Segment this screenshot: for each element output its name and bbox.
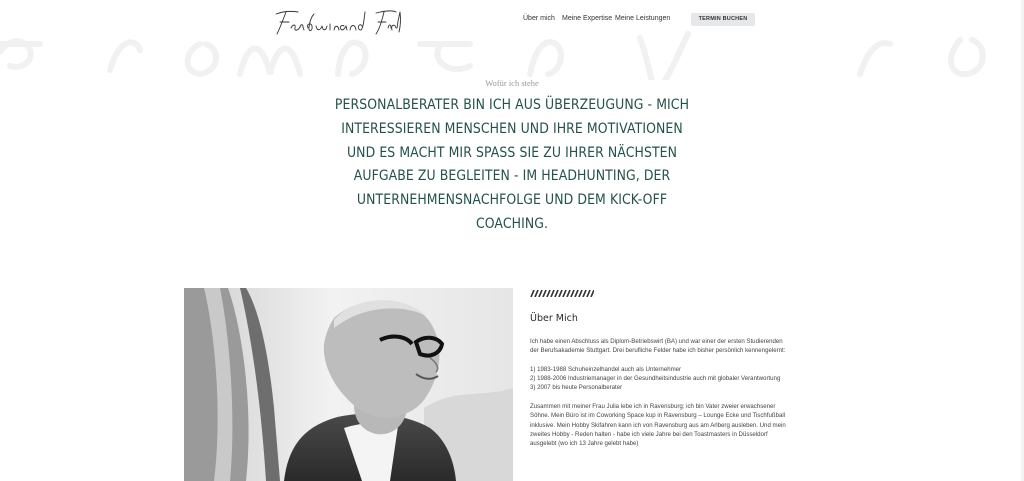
career-item: 3) 2007 bis heute Personalberater bbox=[530, 384, 623, 392]
career-item: 2) 1988-2006 Industriemanager in der Gesundheitsindustrie auch mit globaler Verantwortung bbox=[530, 375, 781, 383]
section-eyebrow: Wofür ich stehe bbox=[485, 78, 539, 88]
about-body bbox=[530, 337, 792, 458]
about-paragraph-intro: Ich habe einen Abschluss als Diplom-Betriebswirt (BA) und war einer der ersten Studierenden der Berufsakademie Stuttgart. Drei berufliche Felder habe ich bisher persönlich kennengelernt: bbox=[530, 338, 786, 355]
about-paragraph-personal: Zusammen mit meiner Frau Julia lebe ich in Ravensburg; ich bin Vater zweier erwachsener Söhne. Mein Büro ist im Coworking Space kup in Ravensburg – Lounge Ecke und Tischfußball inklusive. Mein Hobby Skifahren kann ich von Ravensburg aus am Arlberg ausleben. Und mein zweites Hobby - Reden halten - habe ich viele Jahre bei den Toastmasters in Düsseldorf ausgelebt (wo ich 13 Jahre gelebt habe) bbox=[530, 403, 786, 448]
career-item: 1) 1983-1988 Schuheinzelhandel auch als Unternehmer bbox=[530, 365, 682, 373]
nav-link-expertise[interactable]: Meine Expertise bbox=[562, 15, 613, 22]
nav-link-about[interactable]: Über mich bbox=[523, 15, 555, 22]
about-heading: Über Mich bbox=[530, 313, 578, 324]
portrait-photo bbox=[184, 288, 513, 481]
book-appointment-button[interactable]: TERMIN BUCHEN bbox=[691, 13, 755, 26]
mission-statement: PERSONALBERATER BIN ICH AUS ÜBERZEUGUNG - MICH INTERESSIEREN MENSCHEN UND IHRE MOTIVATIONEN UND ES MACHT MIR SPASS SIE ZU IHRER NÄCHSTEN AUFGABE ZU BEGLEITEN - IM HEADHUNTING, DER UNTERNEHMENSNACHFOLGE UND DEM KICK-OFF COACHING. bbox=[334, 97, 690, 232]
stripes-decoration bbox=[530, 290, 594, 297]
site-header bbox=[0, 0, 1024, 40]
nav-link-services[interactable]: Meine Leistungen bbox=[615, 15, 671, 22]
signature-logo[interactable] bbox=[272, 6, 402, 36]
